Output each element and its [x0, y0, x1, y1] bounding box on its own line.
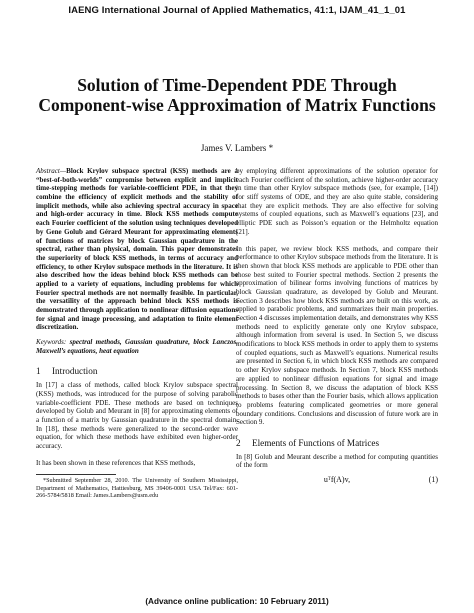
- keywords: [36, 338, 238, 355]
- equation-number: (1): [428, 475, 438, 484]
- paper-title: Solution of Time-Dependent PDE Through Component-wise Approximation of Matrix Functions: [38, 75, 436, 115]
- left-column: [36, 167, 238, 500]
- running-head: IAENG International Journal of Applied Mathematics, 41:1, IJAM_41_1_01: [68, 5, 406, 16]
- intro-paragraph-1: In [17] a class of methods, called block Krylov subspace spectral (KSS) methods, was introduced for the purpose of solving parabolic variable-coefficient PDE. These methods are based on techniques developed by Golub and Meurant in [8] for approximating elements of a function of a matrix by Gaussian quadrature in the spectral domain. In [18], these methods were generalized to the second-order wave equation, for which these methods have exhibited even higher-order accuracy.: [36, 381, 238, 450]
- right-column: [236, 167, 438, 488]
- section-heading-elements: [236, 439, 438, 448]
- keywords-label: Keywords:: [36, 338, 67, 347]
- equation: uᵀf(A)v,: [323, 475, 351, 484]
- intro-paragraph-2: It has been shown in these references that KSS methods,: [36, 458, 196, 467]
- right-paragraph-2: In this paper, we review block KSS methods, and compare their performance to other Krylov subspace methods from the literature. It is then shown that block KSS methods are applicable to PDE other than those best suited to Fourier spectral methods. Section 2 presents the approximation of bilinear forms involving functions of matrices by block Gaussian quadrature, as developed by Golub and Meurant. Section 3 describes how block KSS methods are built on this work, as applied to parabolic problems, and summarizes their main properties. Section 4 discusses implementation details, and demonstrates why KSS methods need to explicitly generate only one Krylov subspace, although information from several is used. In Section 5, we discuss modifications to block KSS methods in order to apply them to systems of coupled equations, such as Maxwell’s equations. Numerical results are presented in Section 6, in which block KSS methods are compared to other Krylov subspace methods. In Section 7, block KSS methods are applied to nonlinear diffusion equations for signal and image processing. In Section 8, we discuss the adaptation of block KSS methods to bases other than the Fourier basis, which allows application to problems featuring complicated geometries or more general boundary conditions. Conclusions and discussion of future work are in Section 9.: [236, 244, 438, 427]
- publication-note: (Advance online publication: 10 February 2011): [145, 597, 329, 606]
- abstract: [36, 167, 238, 332]
- footnote-rule: [36, 474, 116, 475]
- section-number: 2: [236, 437, 241, 448]
- footnote-text: *Submitted September 28, 2010. The University of Southern Mississippi, Department of Mathematics, Hattiesburg, MS 39406-0001 USA Tel/Fax: 601-266-5784/5818 Email: James.Lambers@usm.edu: [36, 477, 238, 500]
- section-title: Introduction: [52, 366, 98, 377]
- section-heading-introduction: [36, 367, 238, 376]
- author-line: James V. Lambers *: [200, 143, 274, 153]
- section-title: Elements of Functions of Matrices: [252, 437, 380, 448]
- section2-paragraph-1: In [8] Golub and Meurant describe a method for computing quantities of the form: [236, 452, 438, 470]
- footnote: [36, 477, 238, 499]
- abstract-label: Abstract—: [36, 167, 67, 175]
- keywords-text: spectral methods, Gaussian quadrature, block Lanczos, Maxwell’s equations, heat equation: [36, 338, 239, 355]
- section-number: 1: [36, 366, 41, 377]
- right-paragraph-1: by employing different approximations of the solution operator for each Fourier coefficient of the solution, achieve higher-order accuracy in time than other Krylov subspace methods (see, for example, [14]) for stiff systems of ODE, and they are also quite stable, considering that they are explicit methods. They are also effective for solving systems of coupled equations, such as Maxwell’s equations [23], and elliptic PDE such as Poisson’s equation or the Helmholtz equation [21].: [236, 167, 438, 236]
- equation-row: [236, 474, 438, 488]
- abstract-text: Block Krylov subspace spectral (KSS) methods are a “best-of-both-worlds” compromise between explicit and implicit time-stepping methods for variable-coefficient PDE, in that they combine the efficiency of explicit methods and the stability of implicit methods, while also achieving spectral accuracy in space and high-order accuracy in time. Block KSS methods compute each Fourier coefficient of the solution using techniques developed by Gene Golub and Gérard Meurant for approximating elements of functions of matrices by block Gaussian quadrature in the spectral, rather than physical, domain. This paper demonstrates the superiority of block KSS methods, in terms of accuracy and efficiency, to other Krylov subspace methods in the literature. It is also described how the ideas behind block KSS methods can be applied to a variety of equations, including problems for which Fourier spectral methods are not normally feasible. In particular, the versatility of the approach behind block KSS methods is demonstrated through application to nonlinear diffusion equations for signal and image processing, and adaptation to finite element discretization.: [36, 167, 238, 332]
